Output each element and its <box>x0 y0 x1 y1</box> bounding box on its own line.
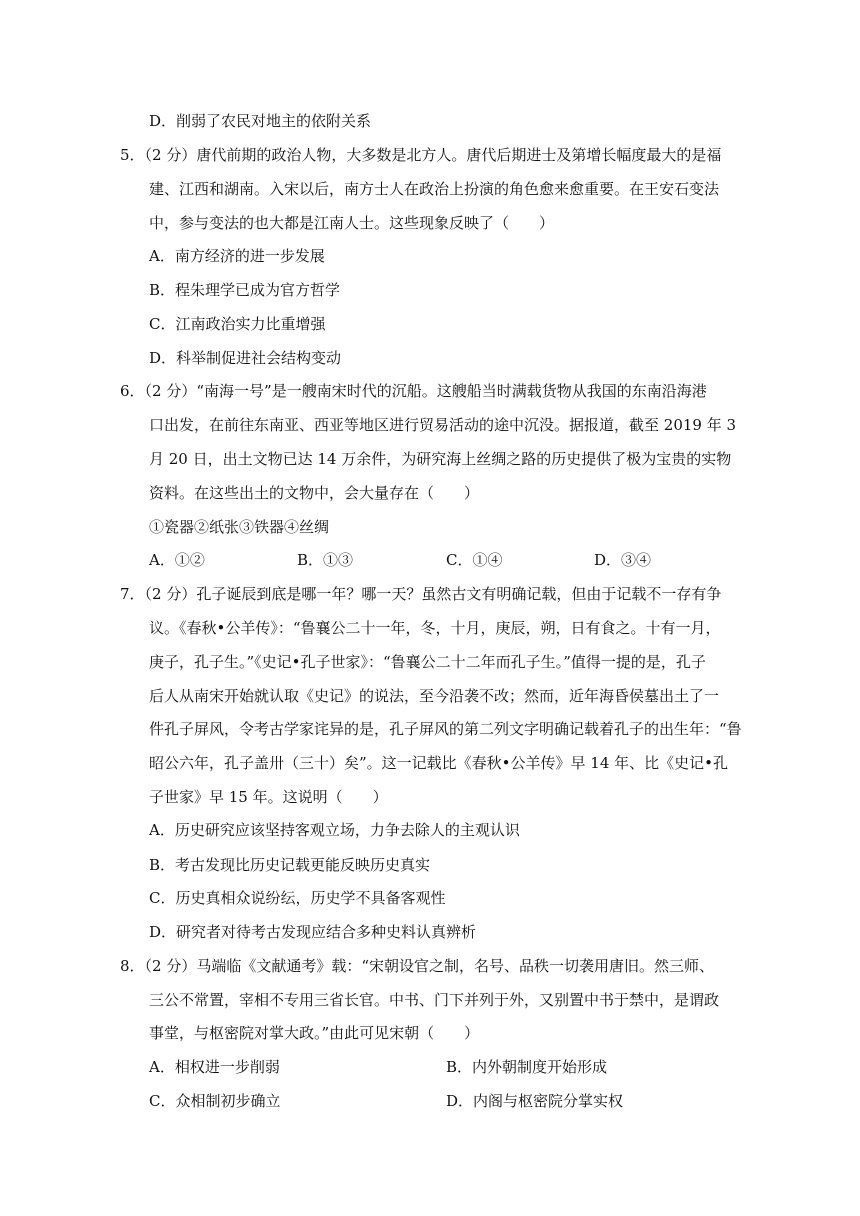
q8-stem-line: 三公不常置，宰相不专用三省长官。中书、门下并列于外，又别置中书于禁中，是谓政 <box>149 991 720 1009</box>
q8-option-c: C．众相制初步确立 <box>149 1092 281 1110</box>
q7-option-b: B．考古发现比历史记载更能反映历史真实 <box>149 856 431 874</box>
q6-items: ①瓷器②纸张③铁器④丝绸 <box>149 518 330 536</box>
q6-stem-line: 月 20 日，出土文物已达 14 万余件，为研究海上丝绸之路的历史提供了极为宝贵的实物 <box>149 450 732 468</box>
q5-stem-line: 建、江西和湖南。入宋以后，南方士人在政治上扮演的角色愈来愈重要。在王安石变法 <box>149 180 720 198</box>
q5-stem-line: 中，参与变法的也大都是江南人士。这些现象反映了（ ） <box>149 214 555 232</box>
q5-option-a: A．南方经济的进一步发展 <box>149 247 325 265</box>
q6-option-a: A．①② <box>149 551 205 569</box>
q6-option-b: B．①③ <box>297 551 354 569</box>
q7-stem-line: 件孔子屏风，令考古学家诧异的是，孔子屏风的第二列文字明确记载着孔子的出生年：“鲁 <box>149 720 742 738</box>
q6-stem-line: 6．（2 分）“南海一号”是一艘南宋时代的沉船。这艘船当时满载货物从我国的东南沿海港 <box>120 382 707 400</box>
q8-option-a: A．相权进一步削弱 <box>149 1058 280 1076</box>
q5-option-c: C．江南政治实力比重增强 <box>149 315 326 333</box>
q4-option-d: D．削弱了农民对地主的依附关系 <box>149 112 372 130</box>
q6-option-c: C．①④ <box>446 551 503 569</box>
q5-option-b: B．程朱理学已成为官方哲学 <box>149 281 341 299</box>
q7-option-c: C．历史真相众说纷纭，历史学不具备客观性 <box>149 889 446 907</box>
q6-stem-line: 资料。在这些出土的文物中，会大量存在（ ） <box>149 484 480 502</box>
q6-option-d: D．③④ <box>594 551 652 569</box>
q7-stem-line: 后人从南宋开始就认取《史记》的说法，至今沿袭不改；然而，近年海昏侯墓出土了一 <box>149 687 720 705</box>
q7-stem-line: 7．（2 分）孔子诞辰到底是哪一年？哪一天？虽然古文有明确记载，但由于记载不一存有争 <box>120 585 722 603</box>
q7-option-a: A．历史研究应该坚持客观立场，力争去除人的主观认识 <box>149 821 520 839</box>
q8-option-b: B．内外朝制度开始形成 <box>446 1058 608 1076</box>
q5-option-d: D．科举制促进社会结构变动 <box>149 349 342 367</box>
q7-stem-line: 议。《春秋•公羊传》：“鲁襄公二十一年，冬，十月，庚辰，朔，日有食之。十有一月， <box>149 619 721 637</box>
q6-stem-line: 口出发，在前往东南亚、西亚等地区进行贸易活动的途中沉没。据报道，截至 2019 年 3 <box>149 416 737 434</box>
q7-stem-line: 庚子，孔子生。”《史记•孔子世家》：“鲁襄公二十二年而孔子生。”值得一提的是，孔子 <box>149 653 706 671</box>
q7-option-d: D．研究者对待考古发现应结合多种史料认真辨析 <box>149 923 477 941</box>
q5-stem-line: 5．（2 分）唐代前期的政治人物，大多数是北方人。唐代后期进士及第增长幅度最大的是福 <box>120 146 722 164</box>
q8-stem-line: 8．（2 分）马端临《文献通考》载：“宋朝设官之制，名号、品秩一切袭用唐旧。然三师、 <box>120 957 715 975</box>
q7-stem-line: 子世家》早 15 年。这说明（ ） <box>149 788 388 806</box>
q7-stem-line: 昭公六年，孔子盖卅（三十）矣”。这一记载比《春秋•公羊传》早 14 年、比《史记•孔 <box>149 754 728 772</box>
q8-stem-line: 事堂，与枢密院对掌大政。”由此可见宋朝（ ） <box>149 1024 480 1042</box>
q8-option-d: D．内阁与枢密院分掌实权 <box>446 1092 624 1110</box>
